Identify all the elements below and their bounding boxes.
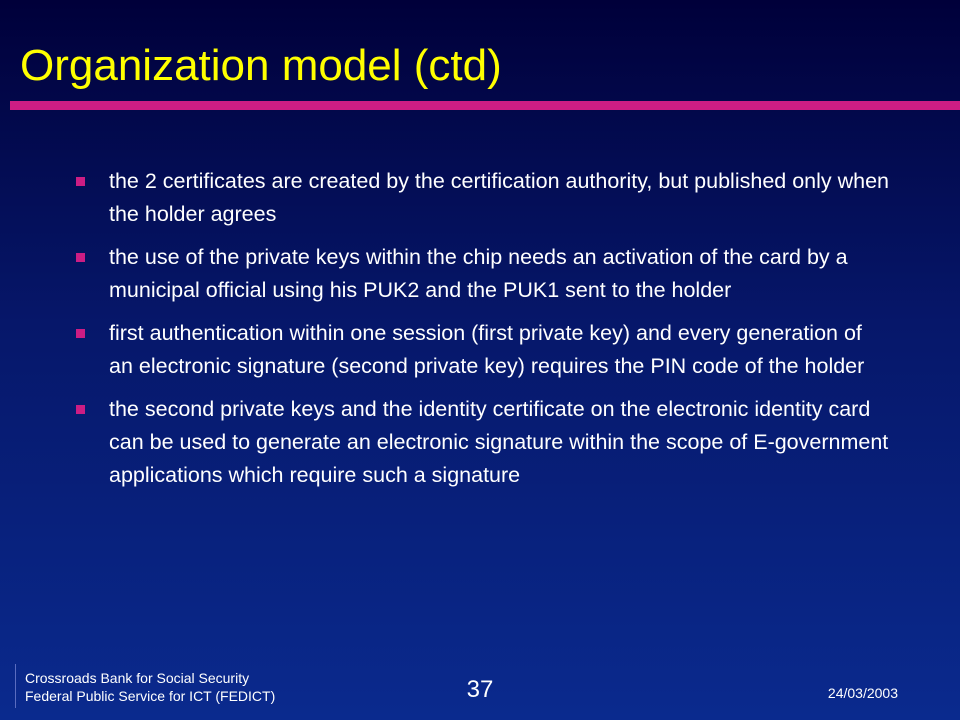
bullet-text: first authentication within one session (first private key) and every generation of an electronic signature (second private key) requires the PIN code of the holder	[109, 321, 865, 378]
footer-organization-line-2: Federal Public Service for ICT (FEDICT)	[25, 688, 276, 704]
bullet-text: the second private keys and the identity certificate on the electronic identity card can be used to generate an electronic signature within the scope of E-government applications which require such a signature	[109, 397, 889, 487]
footer-divider	[15, 664, 16, 708]
footer-organization-line-1: Crossroads Bank for Social Security	[25, 670, 250, 686]
page-number: 37	[466, 676, 494, 703]
bullet-item	[0, 317, 960, 383]
square-bullet-icon	[76, 253, 85, 262]
bullet-text: the 2 certificates are created by the certification authority, but published only when the holder agrees	[109, 169, 890, 226]
square-bullet-icon	[76, 405, 85, 414]
square-bullet-icon	[76, 329, 85, 338]
bullet-list	[0, 165, 960, 502]
slide-date: 24/03/2003	[827, 685, 898, 701]
slide-title: Organization model (ctd)	[20, 41, 502, 90]
title-underline-bar	[10, 101, 960, 110]
bullet-item	[0, 165, 960, 231]
bullet-item	[0, 393, 960, 492]
footer-organization	[25, 669, 275, 705]
square-bullet-icon	[76, 177, 85, 186]
bullet-item	[0, 241, 960, 307]
bullet-text: the use of the private keys within the chip needs an activation of the card by a municipal official using his PUK2 and the PUK1 sent to the holder	[109, 245, 848, 302]
